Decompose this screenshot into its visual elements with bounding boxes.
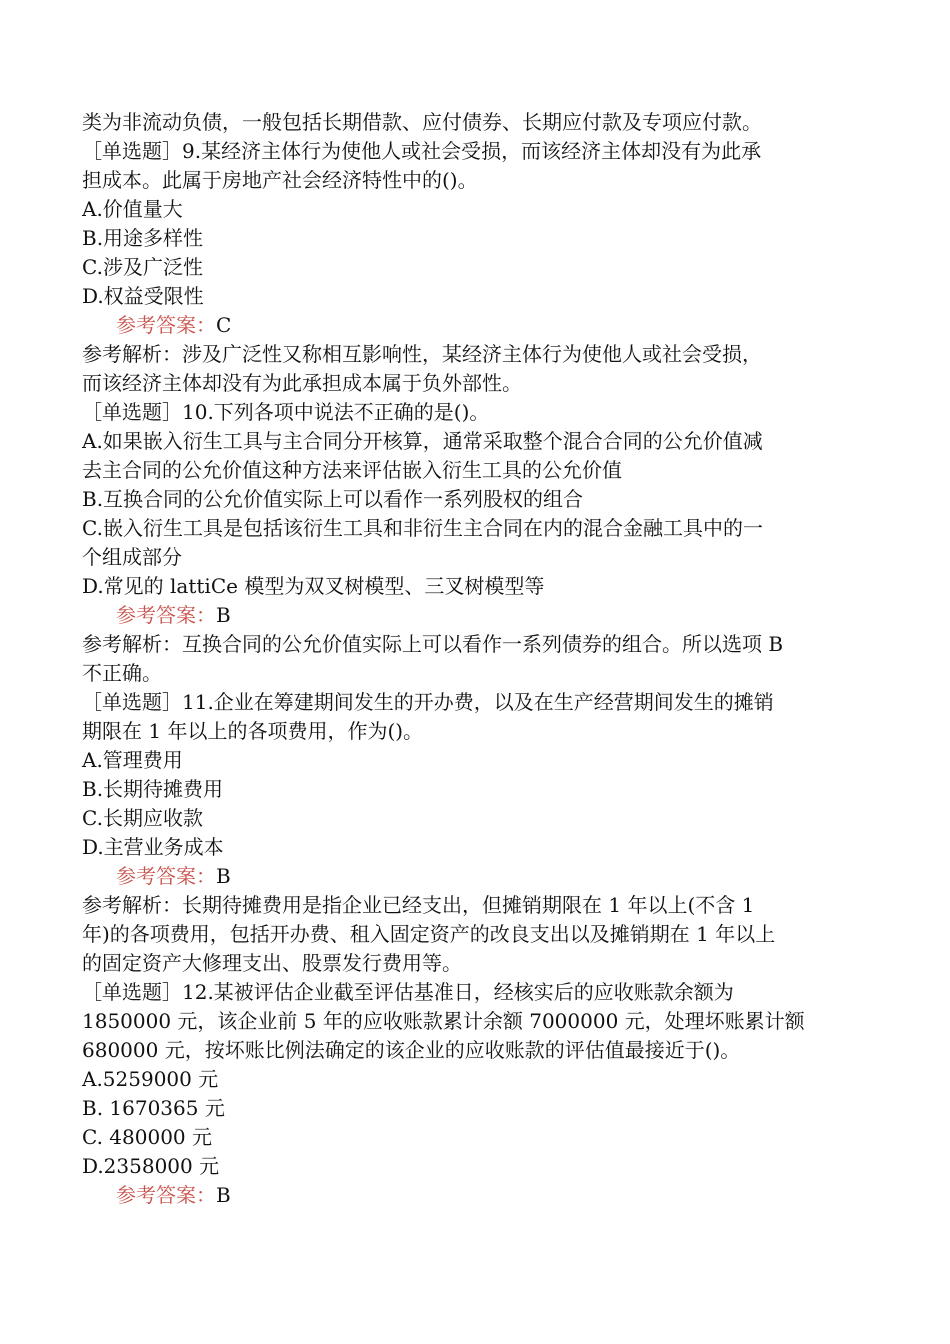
option-a: A.5259000 元 bbox=[82, 1067, 219, 1091]
question-stem: 1850000 元，该企业前 5 年的应收账款累计余额 7000000 元，处理坏账累计额 bbox=[82, 1009, 805, 1033]
intro-text: 类为非流动负债，一般包括长期借款、应付债券、长期应付款及专项应付款。 bbox=[82, 110, 762, 134]
question-11 bbox=[82, 688, 872, 978]
question-stem: 担成本。此属于房地产社会经济特性中的()。 bbox=[82, 168, 478, 192]
reference-answer bbox=[82, 1181, 872, 1210]
reference-answer bbox=[82, 311, 872, 340]
analysis-text: 参考解析：涉及广泛性又称相互影响性，某经济主体行为使他人或社会受损， bbox=[82, 342, 762, 366]
option-a: A.管理费用 bbox=[82, 748, 183, 772]
question-stem: 680000 元，按坏账比例法确定的该企业的应收账款的评估值最接近于()。 bbox=[82, 1038, 741, 1062]
question-stem: ［单选题］12.某被评估企业截至评估基准日，经核实后的应收账款余额为 bbox=[82, 980, 734, 1004]
analysis-text: 参考解析：互换合同的公允价值实际上可以看作一系列债券的组合。所以选项 B bbox=[82, 632, 784, 656]
answer-value: B bbox=[216, 1183, 231, 1207]
option-a: A.价值量大 bbox=[82, 197, 183, 221]
answer-label: 参考答案： bbox=[116, 313, 216, 337]
answer-label: 参考答案： bbox=[116, 864, 216, 888]
answer-value: B bbox=[216, 864, 231, 888]
option-d: D.主营业务成本 bbox=[82, 835, 224, 859]
question-10 bbox=[82, 398, 872, 688]
option-c-continued: 个组成部分 bbox=[82, 545, 182, 569]
option-b: B. 1670365 元 bbox=[82, 1096, 225, 1120]
answer-label: 参考答案： bbox=[116, 603, 216, 627]
analysis-text: 而该经济主体却没有为此承担成本属于负外部性。 bbox=[82, 371, 522, 395]
option-b: B.长期待摊费用 bbox=[82, 777, 224, 801]
analysis-text: 不正确。 bbox=[82, 661, 162, 685]
document-page bbox=[82, 108, 872, 1210]
option-d: D.权益受限性 bbox=[82, 284, 204, 308]
option-d: D.2358000 元 bbox=[82, 1154, 220, 1178]
option-c: C.涉及广泛性 bbox=[82, 255, 203, 279]
option-a-continued: 去主合同的公允价值这种方法来评估嵌入衍生工具的公允价值 bbox=[82, 458, 622, 482]
option-c: C.嵌入衍生工具是包括该衍生工具和非衍生主合同在内的混合金融工具中的一 bbox=[82, 516, 763, 540]
question-9 bbox=[82, 137, 872, 398]
option-c: C.长期应收款 bbox=[82, 806, 203, 830]
option-b: B.用途多样性 bbox=[82, 226, 204, 250]
reference-answer bbox=[82, 862, 872, 891]
option-a: A.如果嵌入衍生工具与主合同分开核算，通常采取整个混合合同的公允价值减 bbox=[82, 429, 763, 453]
answer-value: B bbox=[216, 603, 231, 627]
reference-answer bbox=[82, 601, 872, 630]
answer-value: C bbox=[216, 313, 232, 337]
option-d: D.常见的 lattiCe 模型为双叉树模型、三叉树模型等 bbox=[82, 574, 545, 598]
option-c: C. 480000 元 bbox=[82, 1125, 213, 1149]
question-stem: ［单选题］11.企业在筹建期间发生的开办费，以及在生产经营期间发生的摊销 bbox=[82, 690, 774, 714]
analysis-text: 的固定资产大修理支出、股票发行费用等。 bbox=[82, 951, 462, 975]
question-stem: 期限在 1 年以上的各项费用，作为()。 bbox=[82, 719, 424, 743]
question-12 bbox=[82, 978, 872, 1210]
question-stem: ［单选题］10.下列各项中说法不正确的是()。 bbox=[82, 400, 490, 424]
analysis-text: 年)的各项费用，包括开办费、租入固定资产的改良支出以及摊销期在 1 年以上 bbox=[82, 922, 776, 946]
answer-label: 参考答案： bbox=[116, 1183, 216, 1207]
analysis-text: 参考解析：长期待摊费用是指企业已经支出，但摊销期限在 1 年以上(不含 1 bbox=[82, 893, 755, 917]
option-b: B.互换合同的公允价值实际上可以看作一系列股权的组合 bbox=[82, 487, 584, 511]
question-stem: ［单选题］9.某经济主体行为使他人或社会受损，而该经济主体却没有为此承 bbox=[82, 139, 762, 163]
